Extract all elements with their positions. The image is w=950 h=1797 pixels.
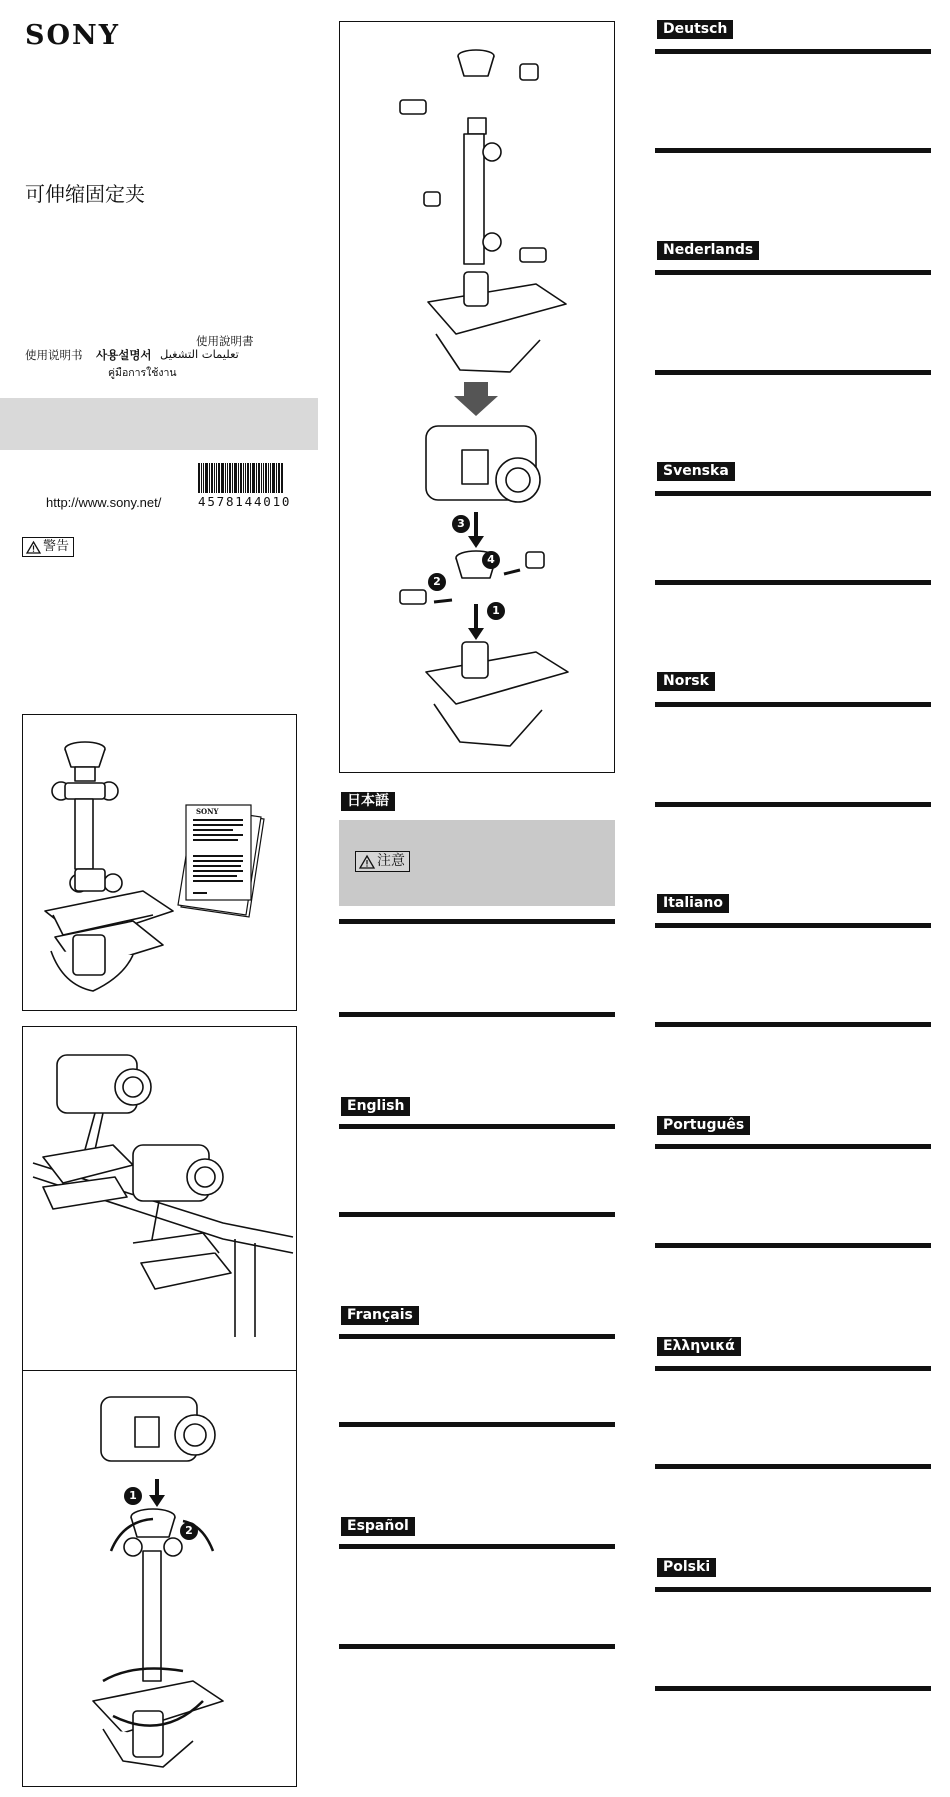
lang-tag-fr: Français: [341, 1306, 419, 1325]
booklet-brand: SONY: [196, 807, 219, 816]
step-b2-badge: 2: [180, 1522, 198, 1540]
step-3-badge: 3: [452, 515, 470, 533]
barcode-number: 4578144010: [198, 494, 292, 509]
manual-label-zh-cn: 使用说明书: [25, 348, 83, 362]
rule-it-top: [655, 923, 931, 928]
sony-url[interactable]: http://www.sony.net/: [46, 495, 162, 510]
lang-tag-el: Ελληνικά: [657, 1337, 741, 1356]
rule-es-top: [339, 1544, 615, 1549]
rule-de-top: [655, 49, 931, 54]
lang-tag-it: Italiano: [657, 894, 729, 913]
figure-assembly: [339, 21, 615, 773]
sony-logo: SONY: [25, 20, 120, 51]
lang-tag-nl: Nederlands: [657, 241, 759, 260]
rule-ja-top: [339, 919, 615, 924]
rule-en-top: [339, 1124, 615, 1129]
rule-el-top: [655, 1366, 931, 1371]
rule-sv-top: [655, 491, 931, 496]
rule-sv-bottom: [655, 580, 931, 585]
rule-fr-top: [339, 1334, 615, 1339]
caution-triangle-icon: [359, 855, 375, 869]
lang-tag-pl: Polski: [657, 1558, 716, 1577]
warning-badge: [22, 537, 74, 557]
caution-text: 注意: [377, 853, 405, 869]
step-2-badge: 2: [428, 573, 446, 591]
figure-attach-camera: [22, 1370, 297, 1787]
rule-no-top: [655, 702, 931, 707]
step-1-badge: 1: [487, 602, 505, 620]
figure-package-contents: [22, 714, 297, 1011]
rule-es-bottom: [339, 1644, 615, 1649]
lang-tag-es: Español: [341, 1517, 415, 1536]
lang-tag-pt: Português: [657, 1116, 750, 1135]
clamp-mount-illustration: [23, 715, 298, 1012]
rule-en-bottom: [339, 1212, 615, 1217]
lang-tag-no: Norsk: [657, 672, 715, 691]
step-b1-badge: 1: [124, 1487, 142, 1505]
lang-tag-ja: 日本語: [341, 792, 395, 811]
rule-no-bottom: [655, 802, 931, 807]
figure-usage-table: [22, 1026, 297, 1371]
assembly-illustration: [340, 22, 616, 774]
grey-band: [0, 398, 318, 450]
rule-nl-top: [655, 270, 931, 275]
step-4-badge: 4: [482, 551, 500, 569]
lang-tag-en: English: [341, 1097, 410, 1116]
rule-el-bottom: [655, 1464, 931, 1469]
manual-label-ko: 사용설명서: [96, 348, 152, 362]
rule-pt-top: [655, 1144, 931, 1149]
attach-camera-illustration: [23, 1371, 298, 1788]
rule-nl-bottom: [655, 370, 931, 375]
manual-label-th: คู่มือการใช้งาน: [108, 367, 177, 379]
lang-tag-sv: Svenska: [657, 462, 735, 481]
barcode: [198, 463, 296, 493]
rule-it-bottom: [655, 1022, 931, 1027]
rule-ja-bottom: [339, 1012, 615, 1017]
manual-label-zh-tw: 使用說明書: [196, 334, 254, 348]
rule-fr-bottom: [339, 1422, 615, 1427]
lang-tag-de: Deutsch: [657, 20, 733, 39]
rule-pt-bottom: [655, 1243, 931, 1248]
rule-pl-bottom: [655, 1686, 931, 1691]
product-title: 可伸缩固定夹: [25, 182, 145, 206]
rule-de-bottom: [655, 148, 931, 153]
camera-on-table-illustration: [23, 1027, 298, 1372]
warning-text: 警告: [43, 539, 70, 554]
manual-label-ar: تعليمات التشغيل: [160, 347, 239, 361]
warning-triangle-icon: [26, 541, 41, 554]
rule-pl-top: [655, 1587, 931, 1592]
caution-badge: [355, 851, 410, 872]
